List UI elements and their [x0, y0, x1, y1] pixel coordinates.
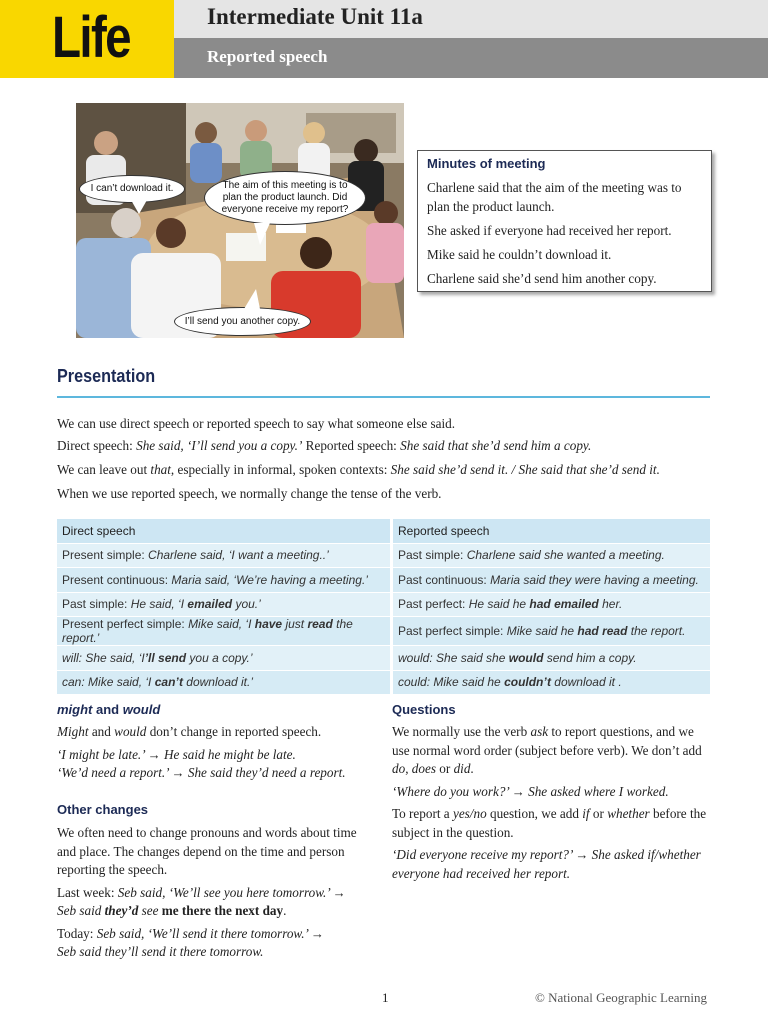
header-subtitle-bar — [174, 38, 768, 78]
section-divider — [57, 396, 710, 398]
table-row — [57, 646, 710, 671]
minutes-line: Charlene said that the aim of the meeting was to — [427, 180, 682, 195]
table-cell: would: She said she would send him a copy. — [392, 646, 711, 671]
table-cell: Past perfect: He said he had emailed her. — [392, 592, 711, 617]
table-row — [57, 670, 710, 695]
minutes-line: Charlene said she’d send him another copy. — [427, 271, 657, 286]
other-changes-text: We often need to change pronouns and words about time and place. The changes depend on the time and person reporting the speech. Last week: Seb said, ‘We’ll see you here tomorrow.’ → Seb said they’d see me there the next day. Today: Seb said, ‘We’ll send it there tomorrow.’ → Seb said they’ll send it there tomorrow. — [57, 825, 357, 959]
life-logo — [0, 0, 174, 78]
presentation-paragraph: Direct speech: She said, ‘I’ll send you a copy.’ Reported speech: She said that she’d send him a copy. — [57, 438, 592, 453]
table-cell: Present simple: Charlene said, ‘I want a meeting..’ — [57, 543, 392, 568]
table-cell: Past simple: Charlene said she wanted a meeting. — [392, 543, 711, 568]
table-cell: could: Mike said he couldn’t download it . — [392, 670, 711, 695]
meeting-photo — [76, 103, 404, 338]
speech-bubble-charlene-bottom: I’ll send you another copy. — [174, 307, 311, 336]
table-row — [57, 568, 710, 593]
column-header-reported: Reported speech — [392, 519, 711, 543]
table-cell: Present perfect simple: Mike said, ‘I have just read the report.’ — [57, 617, 392, 646]
bubble-tail-bottom — [244, 289, 260, 309]
minutes-line: Mike said he couldn’t download it. — [427, 247, 612, 262]
minutes-box — [417, 150, 712, 292]
bubble-tail-left — [131, 200, 147, 214]
table-cell: can: Mike said, ‘I can’t download it.’ — [57, 670, 392, 695]
page-title: Intermediate Unit 11a — [207, 4, 423, 29]
section-title-presentation: Presentation — [57, 366, 156, 386]
page-number: 1 — [382, 990, 389, 1005]
table-cell: will: She said, ‘I’ll send you a copy.’ — [57, 646, 392, 671]
table-cell: Past perfect simple: Mike said he had read the report. — [392, 617, 711, 646]
subheading-questions: Questions — [392, 702, 456, 717]
questions-text: We normally use the verb ask to report questions, and we use normal word order (subject before verb). We don’t add do, does or did. ‘Where do you work?’ → She asked where I worked. To report a yes/no question, we add if or whether before the subject in the question. ‘Did everyone receive my report?’ → She asked if/whether everyone had received her report. — [392, 724, 707, 881]
table-row — [57, 543, 710, 568]
subheading-other-changes: Other changes — [57, 802, 149, 817]
minutes-line: plan the product launch. — [427, 199, 555, 214]
presentation-paragraph: We can leave out that, especially in informal, spoken contexts: She said she’d send it. / She said that she’d send it. — [57, 462, 660, 477]
subheading-might-would: might and would — [57, 702, 161, 717]
speech-bubble-mike: I can’t download it. — [79, 175, 185, 203]
presentation-paragraph: We can use direct speech or reported speech to say what someone else said. — [57, 416, 456, 431]
presentation-paragraph: When we use reported speech, we normally change the tense of the verb. — [57, 486, 442, 501]
bubble-tail-top — [254, 223, 270, 245]
table-cell: Past continuous: Maria said they were having a meeting. — [392, 568, 711, 593]
minutes-title: Minutes of meeting — [427, 156, 546, 171]
header-title-bar — [174, 0, 768, 38]
copyright-notice: © National Geographic Learning — [535, 990, 707, 1005]
logo-text: Life — [52, 5, 131, 70]
table-row — [57, 592, 710, 617]
speech-bubble-charlene-top: The aim of this meeting is to plan the product launch. Did everyone receive my report? — [204, 171, 366, 225]
might-would-text: Might and would don’t change in reported speech. ‘I might be late.’ → He said he might be late. ‘We’d need a report.’ → She said they’d need a report. — [57, 724, 346, 780]
tense-table — [57, 519, 710, 695]
table-cell: Present continuous: Maria said, ‘We’re having a meeting.’ — [57, 568, 392, 593]
table-header-row — [57, 519, 710, 543]
table-cell: Past simple: He said, ‘I emailed you.’ — [57, 592, 392, 617]
table-row — [57, 617, 710, 646]
minutes-line: She asked if everyone had received her report. — [427, 223, 672, 238]
page-subtitle: Reported speech — [207, 47, 328, 66]
column-header-direct: Direct speech — [57, 519, 392, 543]
